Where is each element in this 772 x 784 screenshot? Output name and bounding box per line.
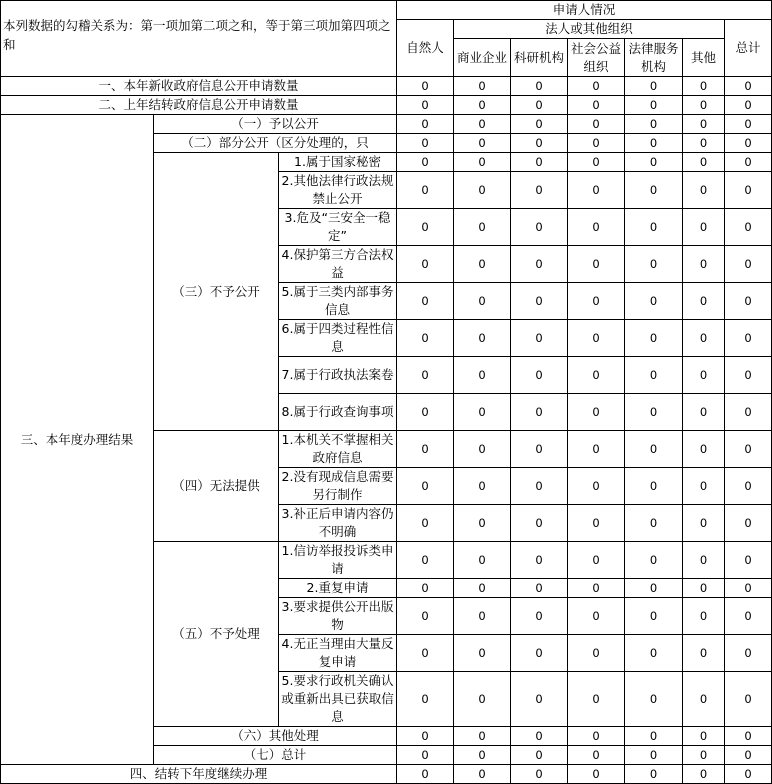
value-cell: 0 — [683, 579, 725, 598]
value-cell: 0 — [454, 598, 511, 635]
value-cell: 0 — [454, 283, 511, 320]
value-cell: 0 — [454, 96, 511, 115]
value-cell: 0 — [725, 283, 772, 320]
value-cell: 0 — [568, 727, 625, 746]
row-label: （一）予以公开 — [154, 115, 397, 134]
value-cell: 0 — [397, 672, 454, 727]
value-cell: 0 — [397, 542, 454, 579]
value-cell: 0 — [625, 134, 683, 153]
value-cell: 0 — [683, 320, 725, 357]
item-label: 3.补正后申请内容仍不明确 — [279, 505, 397, 542]
value-cell: 0 — [511, 635, 568, 672]
value-cell: 0 — [725, 246, 772, 283]
value-cell: 0 — [568, 153, 625, 172]
item-label: 3.危及“三安全一稳定” — [279, 209, 397, 246]
value-cell: 0 — [454, 357, 511, 394]
value-cell: 0 — [568, 598, 625, 635]
value-cell: 0 — [511, 672, 568, 727]
value-cell: 0 — [625, 153, 683, 172]
value-cell: 0 — [568, 96, 625, 115]
value-cell: 0 — [725, 598, 772, 635]
value-cell: 0 — [568, 77, 625, 96]
row-label: 一、本年新收政府信息公开申请数量 — [1, 77, 397, 96]
value-cell: 0 — [397, 598, 454, 635]
row-label: （七）总计 — [154, 746, 397, 765]
col-total: 总计 — [725, 20, 772, 77]
value-cell: 0 — [568, 672, 625, 727]
value-cell: 0 — [725, 505, 772, 542]
section3-label: 三、本年度办理结果 — [1, 115, 154, 765]
value-cell: 0 — [511, 431, 568, 468]
value-cell: 0 — [683, 727, 725, 746]
item-label: 2.重复申请 — [279, 579, 397, 598]
value-cell: 0 — [454, 246, 511, 283]
value-cell: 0 — [397, 96, 454, 115]
value-cell: 0 — [725, 727, 772, 746]
item-label: 3.要求提供公开出版物 — [279, 598, 397, 635]
value-cell: 0 — [725, 542, 772, 579]
value-cell: 0 — [511, 542, 568, 579]
value-cell: 0 — [725, 115, 772, 134]
value-cell: 0 — [568, 765, 625, 784]
col-research: 科研机构 — [511, 39, 568, 77]
value-cell: 0 — [511, 153, 568, 172]
value-cell: 0 — [625, 505, 683, 542]
value-cell: 0 — [397, 246, 454, 283]
value-cell: 0 — [511, 134, 568, 153]
value-cell: 0 — [625, 672, 683, 727]
value-cell: 0 — [625, 96, 683, 115]
value-cell: 0 — [454, 746, 511, 765]
value-cell: 0 — [454, 394, 511, 431]
value-cell: 0 — [568, 115, 625, 134]
value-cell: 0 — [683, 115, 725, 134]
value-cell: 0 — [454, 320, 511, 357]
value-cell: 0 — [397, 283, 454, 320]
value-cell: 0 — [397, 765, 454, 784]
value-cell: 0 — [725, 765, 772, 784]
value-cell: 0 — [568, 320, 625, 357]
value-cell: 0 — [454, 579, 511, 598]
value-cell: 0 — [683, 598, 725, 635]
value-cell: 0 — [625, 320, 683, 357]
item-label: 6.属于四类过程性信息 — [279, 320, 397, 357]
value-cell: 0 — [683, 77, 725, 96]
value-cell: 0 — [454, 209, 511, 246]
item-label: 5.属于三类内部事务信息 — [279, 283, 397, 320]
value-cell: 0 — [397, 635, 454, 672]
value-cell: 0 — [568, 209, 625, 246]
value-cell: 0 — [568, 172, 625, 209]
value-cell: 0 — [397, 115, 454, 134]
value-cell: 0 — [683, 672, 725, 727]
value-cell: 0 — [625, 765, 683, 784]
value-cell: 0 — [683, 357, 725, 394]
item-label: 4.无正当理由大量反复申请 — [279, 635, 397, 672]
value-cell: 0 — [683, 246, 725, 283]
item-label: 2.没有现成信息需要另行制作 — [279, 468, 397, 505]
value-cell: 0 — [511, 394, 568, 431]
value-cell: 0 — [725, 172, 772, 209]
value-cell: 0 — [454, 77, 511, 96]
value-cell: 0 — [683, 153, 725, 172]
item-label: 2.其他法律行政法规禁止公开 — [279, 172, 397, 209]
value-cell: 0 — [625, 542, 683, 579]
value-cell: 0 — [725, 468, 772, 505]
value-cell: 0 — [625, 172, 683, 209]
group-label: （四）无法提供 — [154, 431, 279, 542]
value-cell: 0 — [397, 468, 454, 505]
item-label: 5.要求行政机关确认或重新出具已获取信息 — [279, 672, 397, 727]
value-cell: 0 — [683, 635, 725, 672]
value-cell: 0 — [397, 746, 454, 765]
corner-note: 本列数据的勾稽关系为：第一项加第二项之和，等于第三项加第四项之和 — [1, 1, 397, 77]
value-cell: 0 — [725, 357, 772, 394]
value-cell: 0 — [568, 746, 625, 765]
value-cell: 0 — [725, 77, 772, 96]
value-cell: 0 — [625, 246, 683, 283]
col-other: 其他 — [683, 39, 725, 77]
value-cell: 0 — [568, 579, 625, 598]
value-cell: 0 — [725, 394, 772, 431]
value-cell: 0 — [511, 505, 568, 542]
col-business: 商业企业 — [454, 39, 511, 77]
value-cell: 0 — [725, 672, 772, 727]
value-cell: 0 — [511, 115, 568, 134]
col-natural-person: 自然人 — [397, 20, 454, 77]
value-cell: 0 — [454, 468, 511, 505]
value-cell: 0 — [625, 77, 683, 96]
value-cell: 0 — [625, 727, 683, 746]
item-label: 1.信访举报投诉类申请 — [279, 542, 397, 579]
row-label: 二、上年结转政府信息公开申请数量 — [1, 96, 397, 115]
value-cell: 0 — [511, 598, 568, 635]
value-cell: 0 — [511, 746, 568, 765]
value-cell: 0 — [568, 505, 625, 542]
value-cell: 0 — [511, 320, 568, 357]
value-cell: 0 — [683, 172, 725, 209]
value-cell: 0 — [683, 765, 725, 784]
value-cell: 0 — [625, 115, 683, 134]
value-cell: 0 — [511, 357, 568, 394]
value-cell: 0 — [454, 542, 511, 579]
row-label: （二）部分公开（区分处理的，只 — [154, 134, 397, 153]
value-cell: 0 — [683, 746, 725, 765]
item-label: 8.属于行政查询事项 — [279, 394, 397, 431]
value-cell: 0 — [725, 431, 772, 468]
value-cell: 0 — [454, 172, 511, 209]
table-row — [1, 765, 772, 784]
value-cell: 0 — [725, 579, 772, 598]
value-cell: 0 — [725, 134, 772, 153]
value-cell: 0 — [511, 579, 568, 598]
value-cell: 0 — [568, 283, 625, 320]
value-cell: 0 — [511, 246, 568, 283]
col-legal-service: 法律服务机构 — [625, 39, 683, 77]
row-label: （六）其他处理 — [154, 727, 397, 746]
value-cell: 0 — [568, 635, 625, 672]
value-cell: 0 — [568, 394, 625, 431]
table-row — [1, 77, 772, 96]
value-cell: 0 — [568, 357, 625, 394]
value-cell: 0 — [625, 209, 683, 246]
group-label: （三）不予公开 — [154, 153, 279, 431]
value-cell: 0 — [683, 134, 725, 153]
value-cell: 0 — [397, 209, 454, 246]
value-cell: 0 — [568, 542, 625, 579]
row-label: 四、结转下年度继续办理 — [1, 765, 397, 784]
value-cell: 0 — [725, 746, 772, 765]
value-cell: 0 — [625, 635, 683, 672]
value-cell: 0 — [511, 172, 568, 209]
value-cell: 0 — [454, 134, 511, 153]
value-cell: 0 — [625, 746, 683, 765]
value-cell: 0 — [683, 542, 725, 579]
value-cell: 0 — [454, 765, 511, 784]
col-social-welfare: 社会公益组织 — [568, 39, 625, 77]
value-cell: 0 — [725, 635, 772, 672]
value-cell: 0 — [454, 153, 511, 172]
value-cell: 0 — [683, 468, 725, 505]
value-cell: 0 — [454, 505, 511, 542]
value-cell: 0 — [397, 579, 454, 598]
value-cell: 0 — [511, 96, 568, 115]
value-cell: 0 — [397, 153, 454, 172]
value-cell: 0 — [511, 77, 568, 96]
value-cell: 0 — [625, 283, 683, 320]
value-cell: 0 — [511, 727, 568, 746]
value-cell: 0 — [397, 172, 454, 209]
value-cell: 0 — [511, 209, 568, 246]
table-row — [1, 96, 772, 115]
value-cell: 0 — [511, 283, 568, 320]
value-cell: 0 — [683, 394, 725, 431]
value-cell: 0 — [568, 468, 625, 505]
value-cell: 0 — [568, 134, 625, 153]
value-cell: 0 — [454, 431, 511, 468]
value-cell: 0 — [454, 672, 511, 727]
value-cell: 0 — [454, 635, 511, 672]
value-cell: 0 — [625, 431, 683, 468]
value-cell: 0 — [683, 96, 725, 115]
value-cell: 0 — [625, 468, 683, 505]
value-cell: 0 — [625, 357, 683, 394]
value-cell: 0 — [683, 209, 725, 246]
value-cell: 0 — [568, 431, 625, 468]
applicant-status-header: 申请人情况 — [397, 1, 772, 20]
value-cell: 0 — [397, 394, 454, 431]
value-cell: 0 — [397, 505, 454, 542]
value-cell: 0 — [511, 765, 568, 784]
value-cell: 0 — [625, 579, 683, 598]
item-label: 7.属于行政执法案卷 — [279, 357, 397, 394]
item-label: 1.属于国家秘密 — [279, 153, 397, 172]
value-cell: 0 — [397, 320, 454, 357]
value-cell: 0 — [625, 394, 683, 431]
value-cell: 0 — [683, 283, 725, 320]
value-cell: 0 — [511, 468, 568, 505]
value-cell: 0 — [397, 77, 454, 96]
value-cell: 0 — [397, 357, 454, 394]
value-cell: 0 — [725, 320, 772, 357]
table-row — [1, 115, 772, 134]
item-label: 1.本机关不掌握相关政府信息 — [279, 431, 397, 468]
value-cell: 0 — [454, 115, 511, 134]
group-label: （五）不予处理 — [154, 542, 279, 727]
value-cell: 0 — [725, 209, 772, 246]
value-cell: 0 — [397, 727, 454, 746]
value-cell: 0 — [397, 431, 454, 468]
value-cell: 0 — [725, 96, 772, 115]
value-cell: 0 — [725, 153, 772, 172]
value-cell: 0 — [625, 598, 683, 635]
value-cell: 0 — [683, 431, 725, 468]
value-cell: 0 — [454, 727, 511, 746]
value-cell: 0 — [568, 246, 625, 283]
legal-persons-header: 法人或其他组织 — [454, 20, 725, 39]
value-cell: 0 — [683, 505, 725, 542]
item-label: 4.保护第三方合法权益 — [279, 246, 397, 283]
value-cell: 0 — [397, 134, 454, 153]
